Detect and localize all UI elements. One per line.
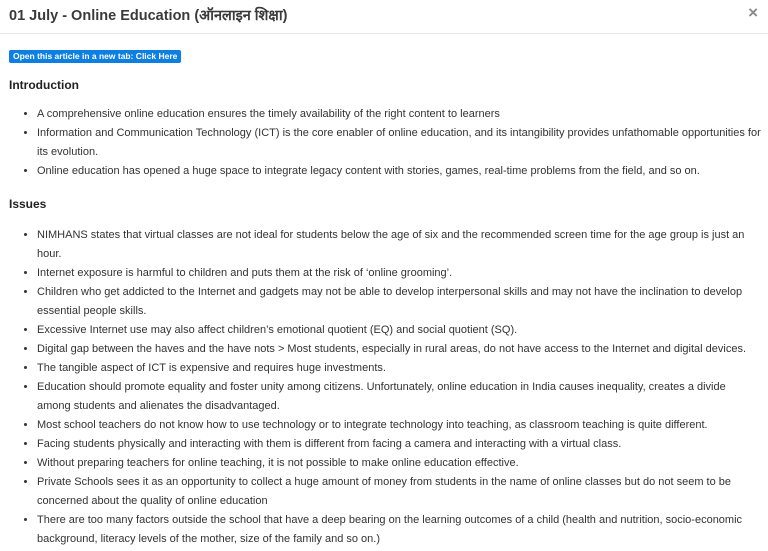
close-icon[interactable]: × [748,3,758,22]
modal-title: 01 July - Online Education (ऑनलाइन शिक्षा) [9,8,288,24]
list-item: • Without preparing teachers for online teaching, it is not possible to make online education effective. [37,454,761,473]
issues-list [9,226,761,549]
list-item: • Most school teachers do not know how to use technology or to integrate technology into teaching, as classroom teaching is quite different. [37,416,761,435]
list-item: • Education should promote equality and foster unity among citizens. Unfortunately, online education in India causes inequality, creates a divide among students and alienates the disadvantaged. [37,378,761,416]
list-item: • Digital gap between the haves and the have nots > Most students, especially in rural areas, do not have access to the Internet and digital devices. [37,340,761,359]
open-in-new-tab-link[interactable]: Open this article in a new tab: Click Here [9,50,181,63]
introduction-list [9,105,761,181]
list-item: • There are too many factors outside the school that have a deep bearing on the learning outcomes of a child (health and nutrition, socio-economic background, literacy levels of the mother, size of the family and so on.) [37,511,761,549]
list-item: • A comprehensive online education ensures the timely availability of the right content to learners [37,105,761,124]
modal-header [0,0,768,34]
list-item: • Excessive Internet use may also affect children’s emotional quotient (EQ) and social quotient (SQ). [37,321,761,340]
list-item: • The tangible aspect of ICT is expensive and requires huge investments. [37,359,761,378]
introduction-heading: Introduction [9,78,79,92]
list-item: • Information and Communication Technology (ICT) is the core enabler of online education, and its intangibility provides unfathomable opportunities for its evolution. [37,124,761,162]
issues-heading: Issues [9,197,47,211]
list-item: • Children who get addicted to the Internet and gadgets may not be able to develop interpersonal skills and may not have the inclination to develop essential people skills. [37,283,761,321]
list-item: • Internet exposure is harmful to children and puts them at the risk of ‘online grooming’. [37,264,761,283]
list-item: • Facing students physically and interacting with them is different from facing a camera and interacting with a virtual class. [37,435,761,454]
list-item: • Online education has opened a huge space to integrate legacy content with stories, games, real-time problems from the field, and so on. [37,162,761,181]
list-item: • NIMHANS states that virtual classes are not ideal for students below the age of six and the recommended screen time for the age group is just an hour. [37,226,761,264]
article-body [9,46,761,549]
list-item: • Private Schools sees it as an opportunity to collect a huge amount of money from students in the name of online classes but do not seem to be concerned about the quality of online education [37,473,761,511]
